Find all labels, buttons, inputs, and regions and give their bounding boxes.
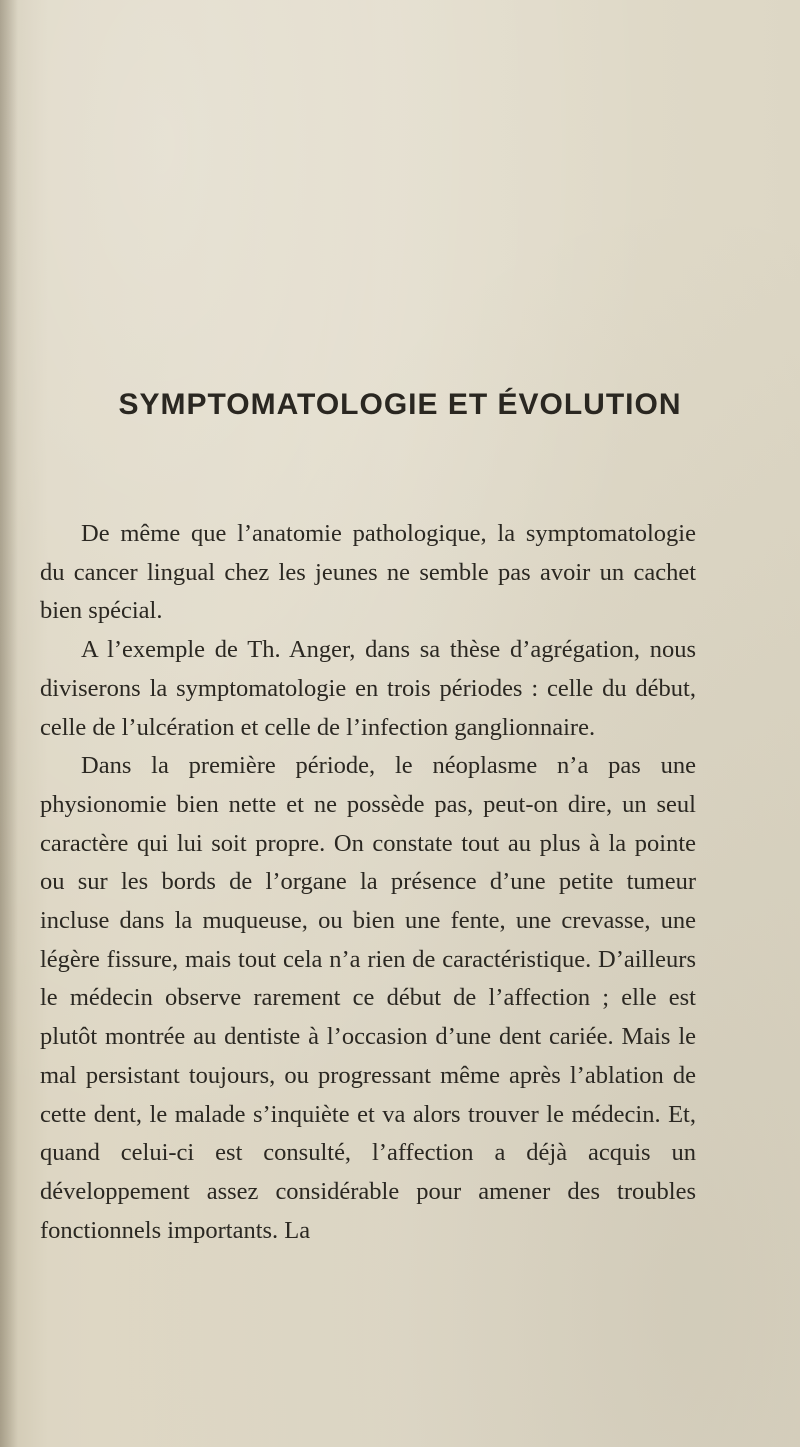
paragraph-3: Dans la première période, le néoplasme n’a pas une physionomie bien nette et ne possède pas, peut-on dire, un seul caractère qui lui soit propre. On constate tout au plus à la pointe ou sur les bords de l’organe la présence d’une petite tumeur incluse dans la muqueuse, ou bien une fente, une crevasse, une légère fissure, mais tout cela n’a rien de caractéristique. D’ailleurs le médecin observe rarement ce début de l’affection ; elle est plutôt montrée au dentiste à l’occasion d’une dent cariée. Mais le mal persistant toujours, ou progressant même après l’ablation de cette dent, le malade s’inquiète et va alors trouver le médecin. Et, quand celui-ci est consulté, l’affection a déjà acquis un développement assez considérable pour amener des troubles fonctionnels importants. La xyxy=(40,752,696,1244)
body-text xyxy=(40,515,696,1250)
paragraph-2: A l’exemple de Th. Anger, dans sa thèse d’agrégation, nous diviserons la symptomatologie en trois périodes : celle du début, celle de l’ulcération et celle de l’infection ganglionnaire. xyxy=(40,636,696,741)
paragraph-1: De même que l’anatomie pathologique, la symptomatologie du cancer lingual chez les jeunes ne semble pas avoir un cachet bien spécial. xyxy=(40,520,696,625)
chapter-heading: SYMPTOMATOLOGIE ET ÉVOLUTION xyxy=(118,388,682,421)
page-edge-shadow xyxy=(0,0,18,1447)
